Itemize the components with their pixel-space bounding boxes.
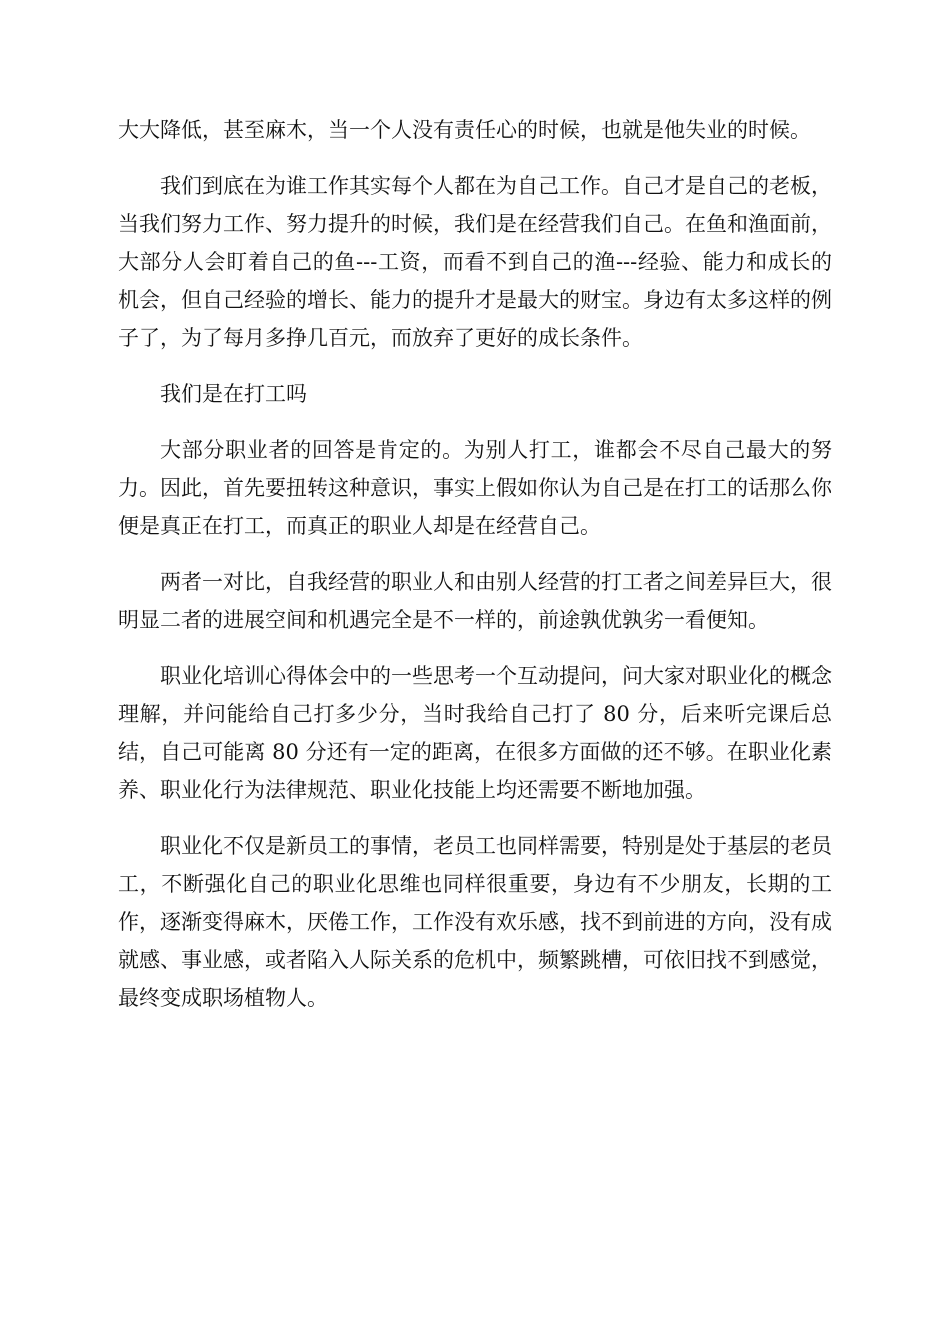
paragraph-7: 职业化不仅是新员工的事情，老员工也同样需要，特别是处于基层的老员工，不断强化自己的职业化思维也同样很重要，身边有不少朋友，长期的工作，逐渐变得麻木，厌倦工作，工作没有欢乐感，找不到前进的方向，没有成就感、事业感，或者陷入人际关系的危机中，频繁跳槽，可依旧找不到感觉，最终变成职场植物人。 bbox=[118, 834, 832, 1010]
paragraph-2: 我们到底在为谁工作其实每个人都在为自己工作。自己才是自己的老板，当我们努力工作、努力提升的时候，我们是在经营我们自己。在鱼和渔面前，大部分人会盯着自己的鱼---工资，而看不到自己的渔---经验、能力和成长的机会，但自己经验的增长、能力的提升才是最大的财宝。身边有太多这样的例子了，为了每月多挣几百元，而放弃了更好的成长条件。 bbox=[118, 174, 832, 350]
paragraph-4: 大部分职业者的回答是肯定的。为别人打工，谁都会不尽自己最大的努力。因此，首先要扭转这种意识，事实上假如你认为自己是在打工的话那么你便是真正在打工，而真正的职业人却是在经营自己。 bbox=[118, 438, 832, 538]
paragraph-6: 职业化培训心得体会中的一些思考一个互动提问，问大家对职业化的概念理解，并问能给自己打多少分，当时我给自己打了 80 分，后来听完课后总结，自己可能离 80 分还有一定的距离，在很多方面做的还不够。在职业化素养、职业化行为法律规范、职业化技能上均还需要不断地加强。 bbox=[118, 664, 832, 802]
paragraph-1: 大大降低，甚至麻木，当一个人没有责任心的时候，也就是他失业的时候。 bbox=[118, 118, 811, 142]
paragraph-5: 两者一对比，自我经营的职业人和由别人经营的打工者之间差异巨大，很明显二者的进展空间和机遇完全是不一样的，前途孰优孰劣一看便知。 bbox=[118, 570, 832, 632]
section-heading-working-for-others: 我们是在打工吗 bbox=[160, 382, 307, 406]
